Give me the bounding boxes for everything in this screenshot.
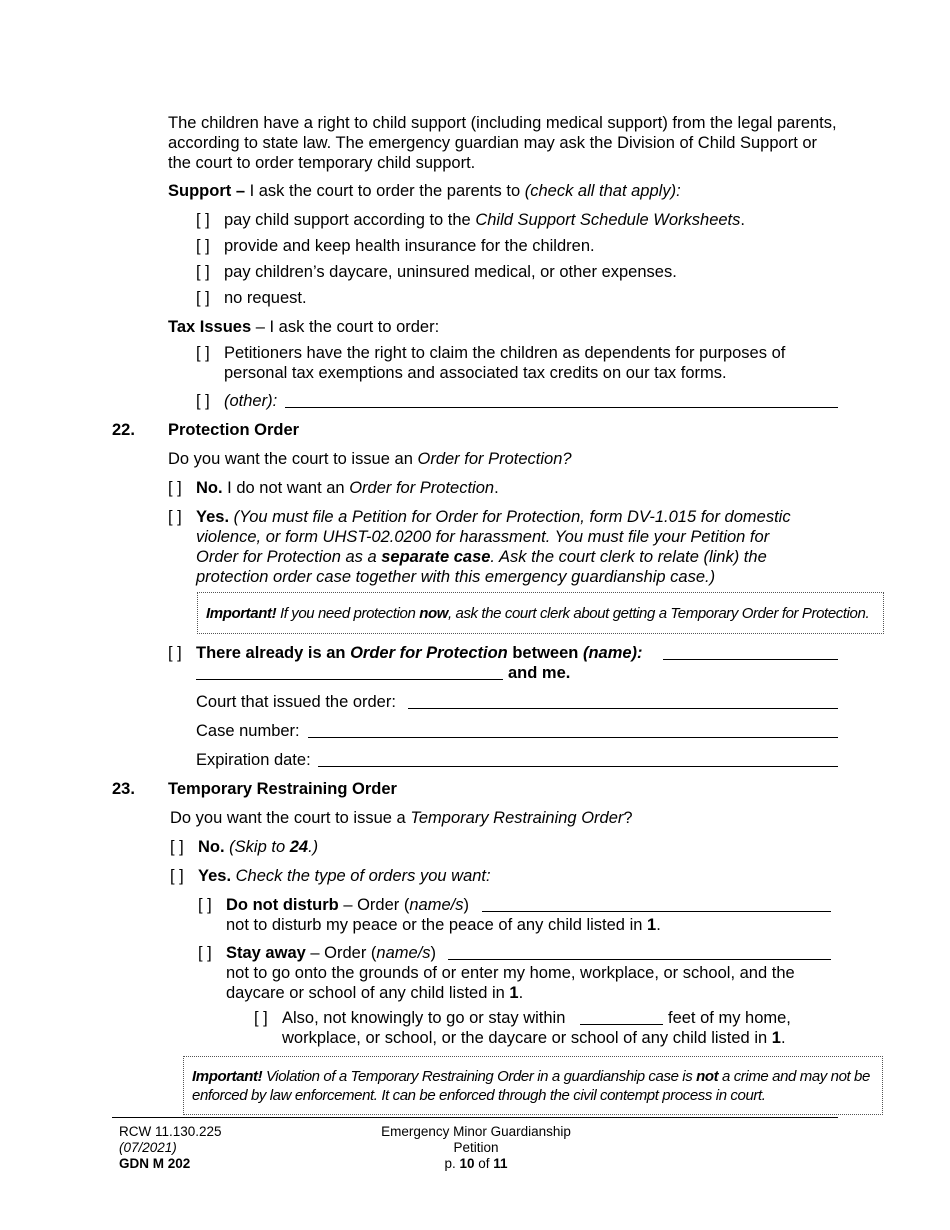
s22-exp-field[interactable] [318, 766, 838, 767]
checkbox[interactable]: [ ] [196, 344, 210, 362]
option-text: pay child support according to the [224, 211, 476, 229]
important-label: Important! [206, 605, 277, 622]
stay-a: – Order ( [305, 944, 377, 962]
stay-line3-num: 1 [509, 984, 519, 1002]
s22-no-checkbox[interactable] [168, 478, 182, 498]
dnd-line2-num: 1 [647, 916, 657, 934]
s22-yes-line-2: violence, or form UHST-02.0200 for harassment. You must file your Petition for [196, 528, 770, 546]
tax-heading [168, 317, 439, 337]
section-23-title: Temporary Restraining Order [168, 780, 397, 798]
stay-name: name/s [376, 944, 431, 962]
s23-stay-checkbox[interactable] [198, 943, 212, 963]
checkbox[interactable]: [ ] [198, 896, 212, 914]
s23-also-line-1a: Also, not knowingly to go or stay within [282, 1009, 566, 1027]
intro-line-2: according to state law. The emergency guardian may ask the Division of Child Support or [168, 134, 818, 152]
support-option-1[interactable] [196, 210, 210, 230]
no-skip-text: (Skip to [224, 838, 290, 856]
s23-question-post: ? [623, 809, 633, 827]
page-pre: p. [444, 1156, 460, 1171]
s23-dnd-checkbox[interactable] [198, 895, 212, 915]
s22-court-field[interactable] [408, 708, 838, 709]
stay-line3-post: . [518, 984, 524, 1002]
tax-option-1[interactable] [196, 343, 210, 363]
s22-name-field-2[interactable] [196, 679, 503, 680]
footer-page-number [376, 1156, 576, 1172]
page-of: of [474, 1156, 494, 1171]
support-option-3-text: pay children’s daycare, uninsured medical, or other expenses. [224, 263, 677, 281]
checkbox[interactable]: [ ] [196, 211, 210, 229]
dnd-label: Do not disturb [226, 896, 339, 914]
tax-other-label: (other): [224, 392, 278, 410]
no-label: No. [196, 479, 223, 497]
footer-rcw: RCW 11.130.225 [119, 1124, 222, 1139]
important-label: Important! [192, 1068, 263, 1085]
tax-option-1-line-1: Petitioners have the right to claim the children as dependents for purposes of [224, 344, 786, 362]
tax-other-field[interactable] [285, 407, 838, 408]
s23-stay-line-2: not to go onto the grounds of or enter my home, workplace, or school, and the [226, 964, 795, 982]
already-c: between [507, 644, 583, 662]
no-post: . [494, 479, 499, 497]
dnd-line2-text: not to disturb my peace or the peace of any child listed in [226, 916, 647, 934]
s23-also-feet-field[interactable] [580, 1024, 663, 1025]
yes-line3-a: Order for Protection as a [196, 548, 382, 566]
support-option-4[interactable] [196, 288, 210, 308]
yes-text: (You must file a Petition for Order for Protection, form DV-1.015 for domestic [229, 508, 791, 526]
s23-question [170, 808, 633, 828]
important-text-c: a crime and may not be [718, 1068, 870, 1085]
also-line2-num: 1 [771, 1029, 781, 1047]
s23-question-text: Do you want the court to issue a [170, 809, 411, 827]
s22-already-checkbox[interactable] [168, 643, 182, 663]
s22-question [168, 449, 572, 469]
checkbox[interactable]: [ ] [170, 867, 184, 885]
s22-yes-line-3 [196, 547, 767, 567]
important-text-a: Violation of a Temporary Restraining Order in a guardianship case is [262, 1068, 697, 1085]
s22-case-label: Case number: [196, 722, 300, 740]
option-post: . [740, 211, 745, 229]
page-total: 11 [493, 1156, 508, 1171]
support-note: (check all that apply): [524, 182, 681, 200]
s22-case-field[interactable] [308, 737, 838, 738]
section-23-number: 23. [112, 780, 135, 798]
footer-title-1: Emergency Minor Guardianship [381, 1124, 571, 1139]
section-22-title: Protection Order [168, 421, 300, 439]
support-option-1-text [224, 210, 745, 230]
checkbox[interactable]: [ ] [196, 289, 210, 307]
s23-stay-name-field[interactable] [448, 959, 831, 960]
s22-already-text [196, 643, 643, 663]
support-option-3[interactable] [196, 262, 210, 282]
s23-important-line-1 [192, 1067, 870, 1086]
stay-line3-text: daycare or school of any child listed in [226, 984, 510, 1002]
checkbox[interactable]: [ ] [168, 479, 182, 497]
s23-also-line-2 [282, 1028, 786, 1048]
yes-line3-c: . Ask the court clerk to relate (link) the [490, 548, 767, 566]
no-skip-post: .) [308, 838, 319, 856]
yes-line3-bold: separate case [381, 548, 491, 566]
footer-date: (07/2021) [119, 1140, 177, 1155]
support-option-2[interactable] [196, 236, 210, 256]
page-current: 10 [459, 1156, 475, 1171]
s23-stay-line-3 [226, 983, 523, 1003]
checkbox[interactable]: [ ] [168, 644, 182, 662]
s23-dnd-line-2 [226, 915, 661, 935]
option-italic: Child Support Schedule Worksheets [475, 211, 741, 229]
tax-option-other[interactable] [196, 391, 210, 411]
already-italic: Order for Protection [350, 644, 508, 662]
s22-question-text: Do you want the court to issue an [168, 450, 418, 468]
tax-text: – I ask the court to order: [251, 318, 440, 336]
support-option-4-text: no request. [224, 289, 307, 307]
s23-also-checkbox[interactable] [254, 1008, 268, 1028]
s22-exp-label: Expiration date: [196, 751, 311, 769]
important-text-bold: now [419, 605, 448, 622]
s22-question-italic: Order for Protection? [417, 450, 572, 468]
s22-name-field-1[interactable] [663, 659, 838, 660]
important-text-c: , ask the court clerk about getting a Temporary Order for Protection. [447, 605, 870, 622]
checkbox[interactable]: [ ] [196, 263, 210, 281]
support-option-2-text: provide and keep health insurance for the children. [224, 237, 595, 255]
yes-label: Yes. [198, 867, 232, 885]
s23-question-italic: Temporary Restraining Order [410, 809, 624, 827]
intro-line-3: the court to order temporary child support. [168, 154, 476, 172]
s23-no-checkbox[interactable] [170, 837, 184, 857]
s23-yes-checkbox[interactable] [170, 866, 184, 886]
important-text-bold: not [696, 1068, 719, 1085]
dnd-name: name/s [409, 896, 464, 914]
dnd-line2-post: . [656, 916, 661, 934]
s22-important-text [206, 604, 869, 623]
no-italic: Order for Protection [349, 479, 495, 497]
dnd-c: ) [463, 896, 469, 914]
tax-label: Tax Issues [168, 318, 252, 336]
s23-also-line-1b: feet of my home, [668, 1009, 791, 1027]
checkbox[interactable]: [ ] [254, 1009, 268, 1027]
checkbox[interactable]: [ ] [168, 508, 182, 526]
no-label: No. [198, 838, 225, 856]
s22-and-me: and me. [508, 664, 571, 682]
also-line2-post: . [780, 1029, 786, 1047]
checkbox[interactable]: [ ] [170, 838, 184, 856]
support-label: Support – [168, 182, 245, 200]
checkbox[interactable]: [ ] [196, 237, 210, 255]
section-22-number: 22. [112, 421, 135, 439]
s23-dnd-line-1 [226, 895, 469, 915]
important-text-a: If you need protection [276, 605, 420, 622]
yes-label: Yes. [196, 508, 230, 526]
support-text: I ask the court to order the parents to [245, 182, 525, 200]
s23-important-line-2: enforced by law enforcement. It can be enforced through the civil contempt process in court. [192, 1087, 766, 1104]
s22-yes-checkbox[interactable] [168, 507, 182, 527]
already-a: There already is an [196, 644, 351, 662]
no-skip-num: 24 [289, 838, 309, 856]
s22-no-text [196, 478, 499, 498]
footer-form-number: GDN M 202 [119, 1156, 191, 1171]
no-text: I do not want an [222, 479, 350, 497]
checkbox[interactable]: [ ] [198, 944, 212, 962]
dnd-a: – Order ( [338, 896, 410, 914]
footer-title-2: Petition [453, 1140, 499, 1155]
s23-stay-line-1 [226, 943, 436, 963]
s22-yes-line-1 [196, 507, 791, 527]
yes-text: Check the type of orders you want: [231, 867, 491, 885]
footer-rule [112, 1117, 838, 1118]
s23-yes-text [198, 866, 491, 886]
tax-option-1-line-2: personal tax exemptions and associated tax credits on our tax forms. [224, 364, 727, 382]
checkbox[interactable]: [ ] [196, 392, 210, 410]
already-name-label: (name): [582, 644, 643, 662]
s22-yes-line-4: protection order case together with this emergency guardianship case.) [196, 568, 716, 586]
s23-no-text [198, 837, 318, 857]
support-heading [168, 181, 681, 201]
also-line2-text: workplace, or school, or the daycare or school of any child listed in [282, 1029, 772, 1047]
s23-dnd-name-field[interactable] [482, 911, 831, 912]
stay-c: ) [430, 944, 437, 962]
stay-label: Stay away [226, 944, 306, 962]
s22-court-label: Court that issued the order: [196, 693, 396, 711]
intro-line-1: The children have a right to child support (including medical support) from the legal parents, [168, 114, 837, 132]
